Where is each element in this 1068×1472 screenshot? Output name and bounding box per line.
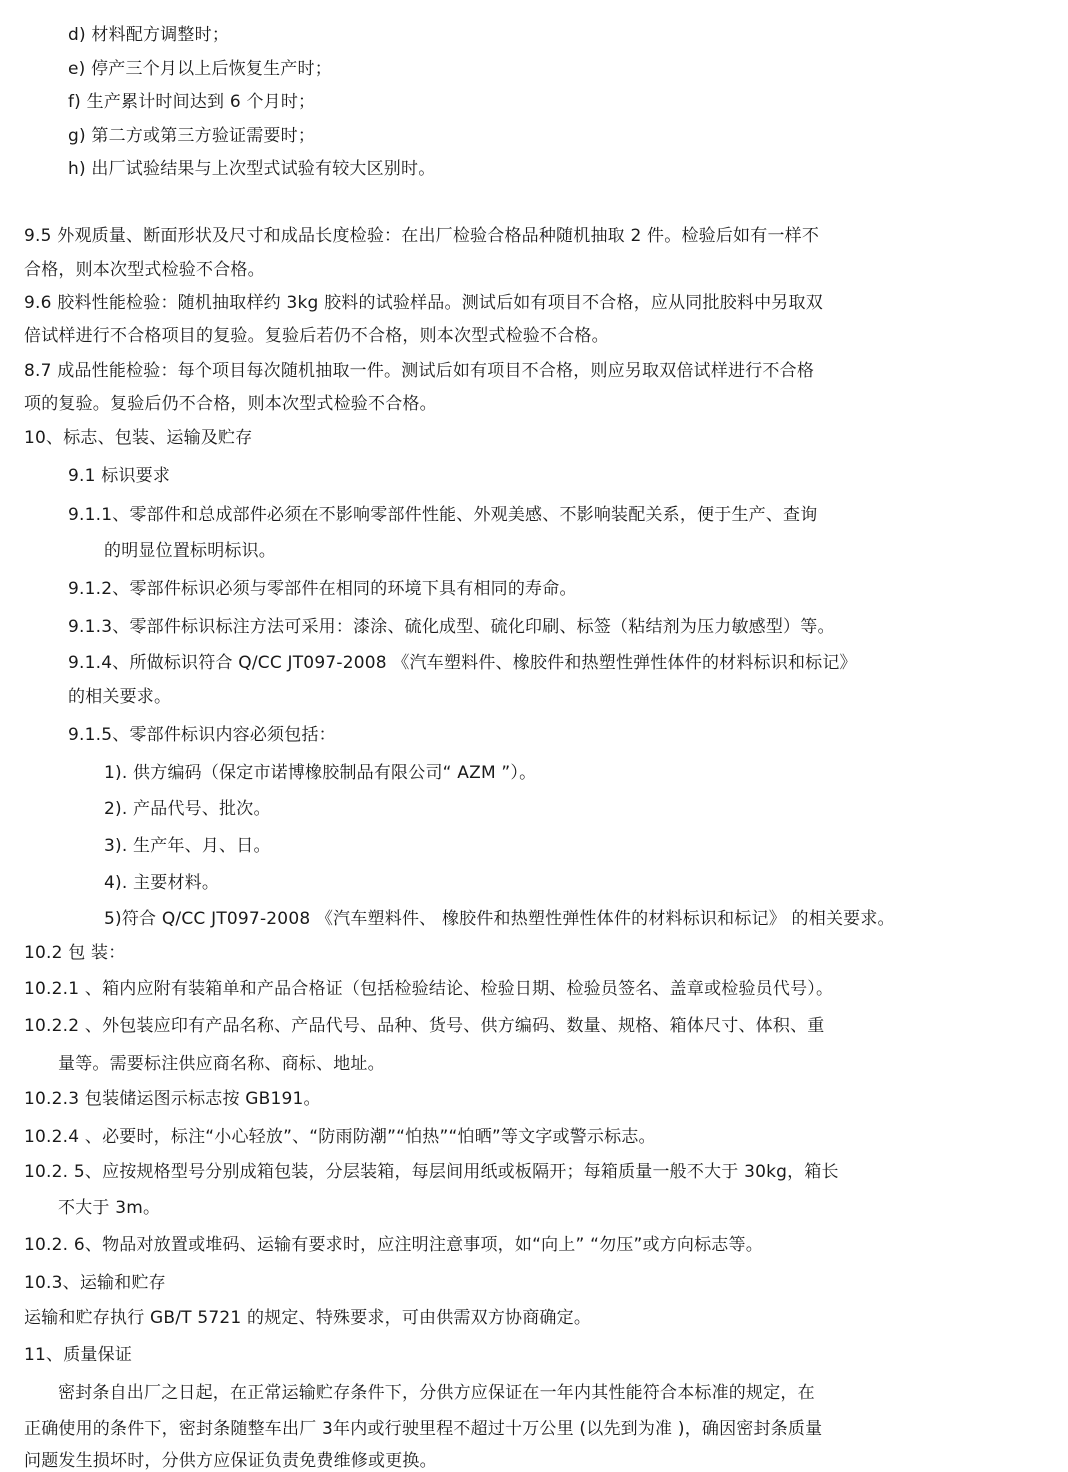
paragraph-9-5-line1: 9.5 外观质量、断面形状及尺寸和成品长度检验：在出厂检验合格品种随机抽取 2 件。检验后如有一样不 (24, 226, 820, 246)
list-item-f: f) 生产累计时间达到 6 个月时； (68, 92, 316, 112)
list-item-4: 4). 主要材料。 (104, 873, 220, 893)
clause-10-2-1: 10.2.1 、箱内应附有装箱单和产品合格证（包括检验结论、检验日期、检验员签名、盖章或检验员代号）。 (24, 979, 834, 999)
clause-10-2-3: 10.2.3 包装储运图示标志按 GB191。 (24, 1089, 321, 1109)
clause-10-2-5-line1: 10.2. 5、应按规格型号分别成箱包装，分层装箱，每层间用纸或板隔开；每箱质量一般不大于 30kg，箱长 (24, 1162, 839, 1182)
paragraph-8-7-line2: 项的复验。复验后仍不合格，则本次型式检验不合格。 (24, 394, 437, 414)
list-item-3: 3). 生产年、月、日。 (104, 836, 271, 856)
clause-9-1-2: 9.1.2、零部件标识必须与零部件在相同的环境下具有相同的寿命。 (68, 579, 577, 599)
list-item-d: d) 材料配方调整时； (68, 25, 230, 45)
paragraph-11-line1: 密封条自出厂之日起，在正常运输贮存条件下，分供方应保证在一年内其性能符合本标准的规定，在 (58, 1383, 815, 1403)
clause-10-2-2-line2: 量等。需要标注供应商名称、商标、地址。 (58, 1054, 385, 1074)
clause-10-2-5-line2: 不大于 3m。 (58, 1198, 161, 1218)
list-item-g: g) 第二方或第三方验证需要时； (68, 126, 316, 146)
clause-10-2-6: 10.2. 6、物品对放置或堆码、运输有要求时，应注明注意事项，如“向上” “勿压”或方向标志等。 (24, 1235, 763, 1255)
clause-9-1-4-line1: 9.1.4、所做标识符合 Q/CC JT097-2008 《汽车塑料件、橡胶件和热塑性弹性体件的材料标识和标记》 (68, 653, 857, 673)
list-item-2: 2). 产品代号、批次。 (104, 799, 271, 819)
paragraph-10-3: 运输和贮存执行 GB/T 5721 的规定、特殊要求，可由供需双方协商确定。 (24, 1308, 592, 1328)
subsection-heading-9-1: 9.1 标识要求 (68, 466, 171, 486)
paragraph-8-7-line1: 8.7 成品性能检验：每个项目每次随机抽取一件。测试后如有项目不合格，则应另取双倍试样进行不合格 (24, 361, 815, 381)
clause-10-2-4: 10.2.4 、必要时，标注“小心轻放”、“防雨防潮”“怕热”“怕晒”等文字或警示标志。 (24, 1127, 656, 1147)
paragraph-9-6-line2: 倍试样进行不合格项目的复验。复验后若仍不合格，则本次型式检验不合格。 (24, 326, 609, 346)
list-item-1: 1). 供方编码（保定市诺博橡胶制品有限公司“ AZM ”）。 (104, 763, 537, 783)
clause-9-1-1-line2: 的明显位置标明标识。 (104, 541, 276, 561)
section-heading-11: 11、质量保证 (24, 1345, 133, 1365)
clause-10-2-2-line1: 10.2.2 、外包装应印有产品名称、产品代号、品种、货号、供方编码、数量、规格、箱体尺寸、体积、重 (24, 1016, 825, 1036)
clause-9-1-1-line1: 9.1.1、零部件和总成部件必须在不影响零部件性能、外观美感、不影响装配关系，便于生产、查询 (68, 505, 818, 525)
clause-9-1-5: 9.1.5、零部件标识内容必须包括： (68, 725, 336, 745)
list-item-5: 5)符合 Q/CC JT097-2008 《汽车塑料件、 橡胶件和热塑性弹性体件的材料标识和标记》 的相关要求。 (104, 909, 895, 929)
paragraph-11-line2: 正确使用的条件下，密封条随整车出厂 3年内或行驶里程不超过十万公里 (以先到为准 )，确因密封条质量 (24, 1419, 823, 1439)
subsection-heading-10-3: 10.3、运输和贮存 (24, 1273, 166, 1293)
list-item-h: h) 出厂试验结果与上次型式试验有较大区别时。 (68, 159, 436, 179)
paragraph-9-5-line2: 合格，则本次型式检验不合格。 (24, 260, 265, 280)
clause-9-1-3: 9.1.3、零部件标识标注方法可采用：漆涂、硫化成型、硫化印刷、标签（粘结剂为压力敏感型）等。 (68, 617, 835, 637)
subsection-heading-10-2: 10.2 包 装： (24, 943, 126, 963)
list-item-e: e) 停产三个月以上后恢复生产时； (68, 59, 332, 79)
paragraph-11-line3: 问题发生损坏时，分供方应保证负责免费维修或更换。 (24, 1451, 437, 1471)
clause-9-1-4-line2: 的相关要求。 (68, 687, 172, 707)
paragraph-9-6-line1: 9.6 胶料性能检验：随机抽取样约 3kg 胶料的试验样品。测试后如有项目不合格，应从同批胶料中另取双 (24, 293, 823, 313)
section-heading-10: 10、标志、包装、运输及贮存 (24, 428, 253, 448)
